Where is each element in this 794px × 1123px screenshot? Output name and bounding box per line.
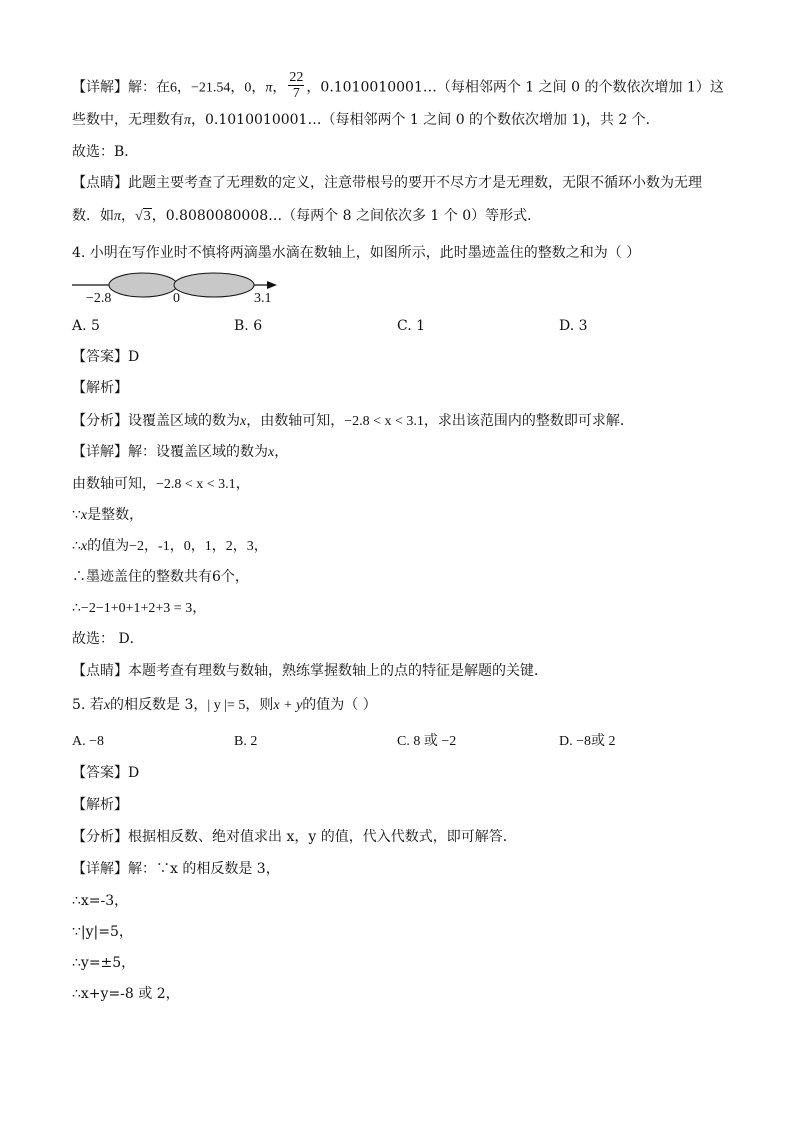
ink-blot-left (109, 273, 177, 297)
q4-option-c: C. 1 (397, 318, 426, 334)
q4-fenxi: 【分析】设覆盖区域的数为x，由数轴可知，−2.8 < x < 3.1，求出该范围内的整数即可求解． (72, 413, 634, 429)
q4-answer: 【答案】D (72, 349, 140, 365)
fraction-22-7: $\frac{22}{7}$ (289, 70, 304, 101)
detail-line-2: 些数中，无理数有π，0.1010010001…（每相邻两个 1 之间 0 的个数依次增加 1)，共 2 个． (72, 112, 660, 128)
detail-line-1: 【详解】解：在6，−21.54，0，π， $\frac{22}{7}$ ，0.1010010001…（每相邻两个 1 之间 0 的个数依次增加 1）这 (72, 70, 724, 101)
q4-option-d: D. 3 (559, 318, 588, 334)
question-5-stem: 5. 若x的相反数是 3，| y |= 5，则x + y的值为（ ） (72, 697, 377, 713)
q4-step-4: ∴墨迹盖住的整数共有6个， (72, 569, 249, 585)
detail-tag: 【详解】 (72, 79, 128, 96)
q4-step-5: ∴−2−1+0+1+2+3 = 3， (72, 600, 207, 616)
q5-option-a: A. −8 (72, 734, 105, 749)
q5-analysis-tag: 【解析】 (72, 797, 128, 813)
label-3-1: 3.1 (254, 291, 272, 306)
q4-step-2: ∵x是整数， (72, 507, 144, 523)
q5-step-3: ∴y=±5， (72, 955, 136, 971)
label-neg-2-8: −2.8 (86, 291, 112, 306)
q5-xiangjie: 【详解】解：∵x 的相反数是 3， (72, 861, 280, 877)
q5-step-1: ∴x=-3， (72, 893, 129, 909)
q5-option-c: C. 8 或 −2 (397, 734, 457, 749)
q4-step-1: 由数轴可知，−2.8 < x < 3.1， (72, 476, 250, 492)
choice-line: 故选：B． (72, 144, 139, 160)
arrow-head (267, 281, 277, 289)
q5-step-2: ∵|y|=5， (72, 924, 133, 940)
q4-xiangjie: 【详解】解：设覆盖区域的数为x， (72, 444, 289, 460)
number-line-figure (70, 270, 290, 306)
sqrt-3: √3 (135, 209, 151, 224)
q4-option-a: A. 5 (72, 318, 100, 334)
pi-symbol: π (265, 80, 273, 96)
q4-remark: 【点睛】本题考查有理数与数轴，熟练掌握数轴上的点的特征是解题的关键． (72, 663, 548, 679)
remark-line-2: 数．如π，√3，0.8080080008…（每两个 8 之间依次多 1 个 0）等形式． (72, 206, 541, 227)
pi-symbol: π (114, 209, 122, 224)
pi-symbol: π (184, 113, 192, 128)
remark-tag: 【点睛】 (72, 175, 128, 191)
question-4-stem: 4. 小明在写作业时不慎将两滴墨水滴在数轴上，如图所示，此时墨迹盖住的整数之和为（ ） (72, 245, 641, 261)
ink-blot-right (174, 273, 254, 297)
q5-fenxi: 【分析】根据相反数、绝对值求出 x，y 的值，代入代数式，即可解答． (72, 829, 517, 845)
q4-analysis-tag: 【解析】 (72, 380, 128, 396)
q4-step-6: 故选： D． (72, 631, 144, 647)
q5-answer: 【答案】D (72, 765, 140, 781)
q4-option-b: B. 6 (234, 318, 263, 334)
remark-line-1: 【点睛】此题主要考查了无理数的定义，注意带根号的要开不尽方才是无理数，无限不循环小数为无理 (72, 175, 702, 191)
q5-option-d: D. −8或 2 (559, 734, 616, 749)
q5-step-4: ∴x+y=-8 或 2， (72, 986, 180, 1002)
label-zero: 0 (173, 291, 180, 306)
q4-step-3: ∴x的值为−2，-1，0，1，2，3， (72, 538, 268, 554)
q5-option-b: B. 2 (234, 734, 258, 749)
